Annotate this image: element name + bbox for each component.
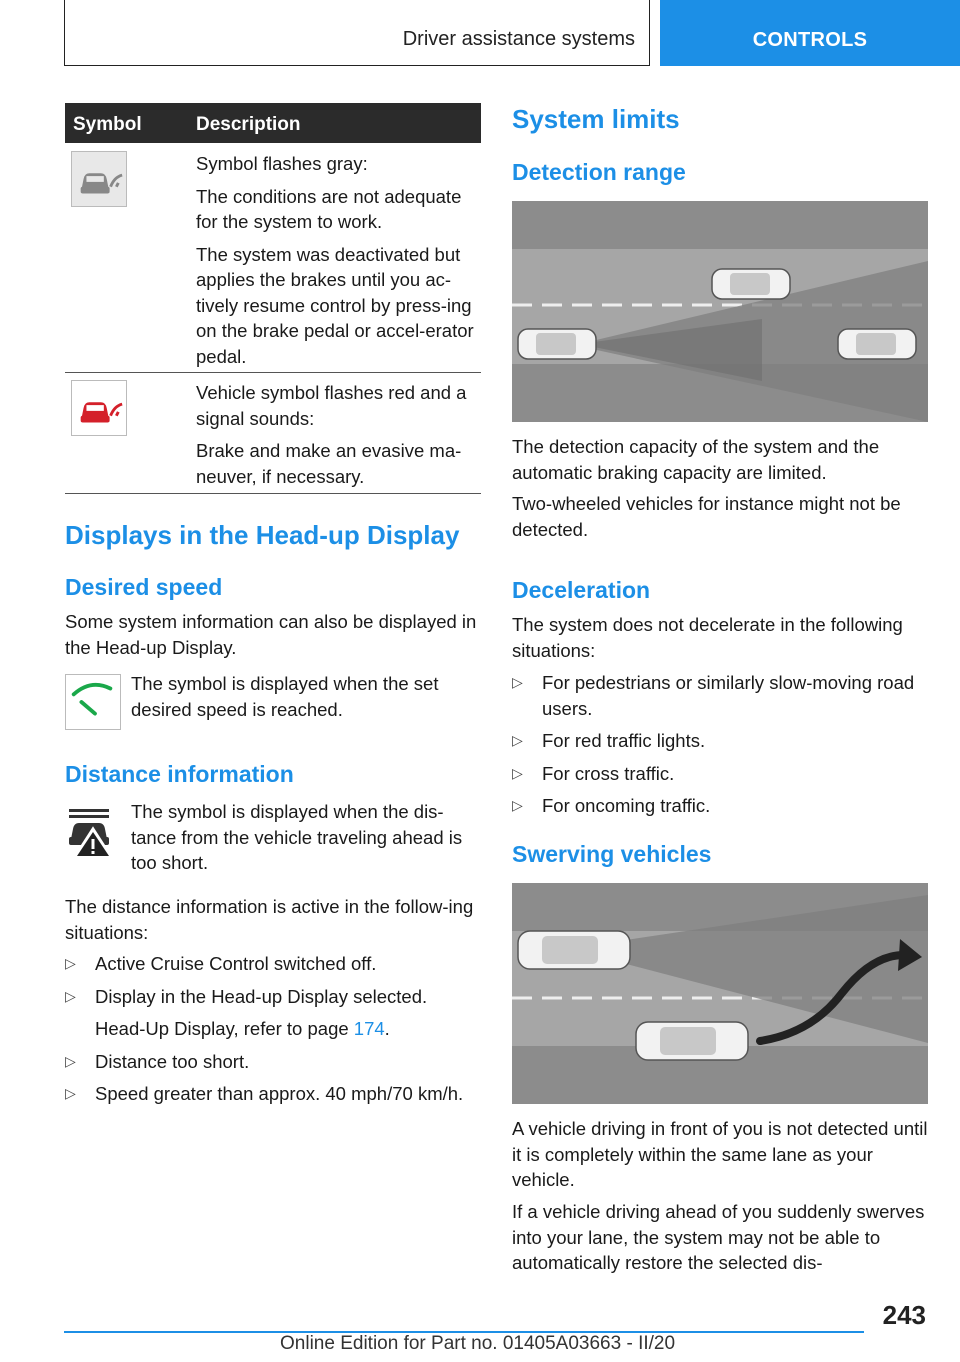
swerving-p1: A vehicle driving in front of you is not detected until it is completely within the same lane as your vehicle.	[512, 1118, 928, 1190]
vehicle-ahead-red-icon	[71, 380, 127, 436]
deceleration-intro: The system does not decelerate in the following situations:	[512, 614, 903, 661]
vehicle-ahead-gray-icon	[71, 151, 127, 207]
list-item: ▷ For oncoming traffic.	[512, 795, 711, 816]
list-item: ▷ For pedestrians or similarly slow-moving road users.	[512, 672, 915, 719]
detection-range-illustration	[512, 201, 928, 422]
table-rule	[65, 372, 481, 373]
list-item: ▷ Display in the Head-up Display selected.	[65, 985, 428, 1007]
list-item: ▷ For red traffic lights.	[512, 730, 706, 751]
swerving-heading: Swerving vehicles	[512, 841, 712, 867]
row1-line: The system was deactivated but applies the brakes until you ac-tively resume control by press-ing on the brake pedal or accel-erator pedal.	[196, 243, 474, 367]
section-title: Driver assistance systems	[402, 28, 635, 50]
car-graphic	[636, 1022, 748, 1060]
desired-speed-text: The symbol is displayed when the set desired speed is reached.	[131, 673, 439, 720]
row2-line: Brake and make an evasive ma-neuver, if necessary.	[196, 440, 462, 487]
chapter-tab[interactable]	[660, 0, 960, 66]
list-item: ▷ For cross traffic.	[512, 762, 675, 784]
page-reference: Head-Up Display, refer to page 174.	[95, 1018, 390, 1039]
row1-line: Symbol flashes gray:	[196, 153, 368, 174]
header-frame	[64, 0, 650, 66]
deceleration-heading: Deceleration	[512, 577, 651, 603]
car-graphic	[712, 269, 790, 299]
deceleration-bullets	[512, 670, 928, 819]
hud-title: Displays in the Head-up Display	[65, 520, 460, 550]
distance-active-intro: The distance information is active in the follow-ing situations:	[65, 896, 474, 943]
list-item: ▷ Speed greater than approx. 40 mph/70 km/h.	[65, 1083, 464, 1104]
detection-p1: The detection capacity of the system and the automatic braking capacity are limited.	[512, 436, 880, 483]
distance-text: The symbol is displayed when the dis-tance from the vehicle traveling ahead is too short.	[131, 801, 463, 873]
row1-line: The conditions are not adequate for the system to work.	[196, 185, 462, 232]
distance-heading: Distance information	[65, 761, 294, 787]
desired-speed-icon	[65, 674, 121, 730]
symbol-table-header	[65, 103, 481, 143]
col-symbol-header: Symbol	[73, 114, 142, 135]
col-description-header: Description	[196, 114, 301, 135]
detection-p2: Two-wheeled vehicles for instance might not be detected.	[512, 493, 901, 540]
page-link[interactable]: 174	[353, 1018, 385, 1039]
swerving-p2: If a vehicle driving ahead of you suddenly swerves into your lane, the system may not be able to automatically restore the selected dis-	[512, 1201, 925, 1273]
swerving-illustration	[512, 883, 928, 1104]
list-item: ▷ Distance too short.	[65, 1050, 250, 1072]
distance-bullets	[65, 951, 481, 1107]
row2-description	[196, 380, 478, 489]
detection-range-heading: Detection range	[512, 159, 686, 185]
car-graphic	[518, 931, 630, 969]
page-number: 243	[882, 1300, 926, 1330]
chapter-tab-label: CONTROLS	[752, 29, 868, 51]
table-rule	[65, 493, 481, 494]
system-limits-title: System limits	[512, 104, 680, 134]
distance-warning-icon	[65, 803, 121, 859]
row2-line: Vehicle symbol flashes red and a signal sounds:	[196, 382, 467, 429]
desired-speed-heading: Desired speed	[65, 574, 223, 600]
desired-speed-intro: Some system information can also be displayed in the Head-up Display.	[65, 611, 477, 658]
car-graphic	[838, 329, 916, 359]
list-item: ▷ Active Cruise Control switched off.	[65, 953, 377, 974]
car-graphic	[518, 329, 596, 359]
row1-description	[196, 151, 478, 369]
footer-edition: Online Edition for Part no. 01405A03663 - II/20	[280, 1333, 676, 1354]
